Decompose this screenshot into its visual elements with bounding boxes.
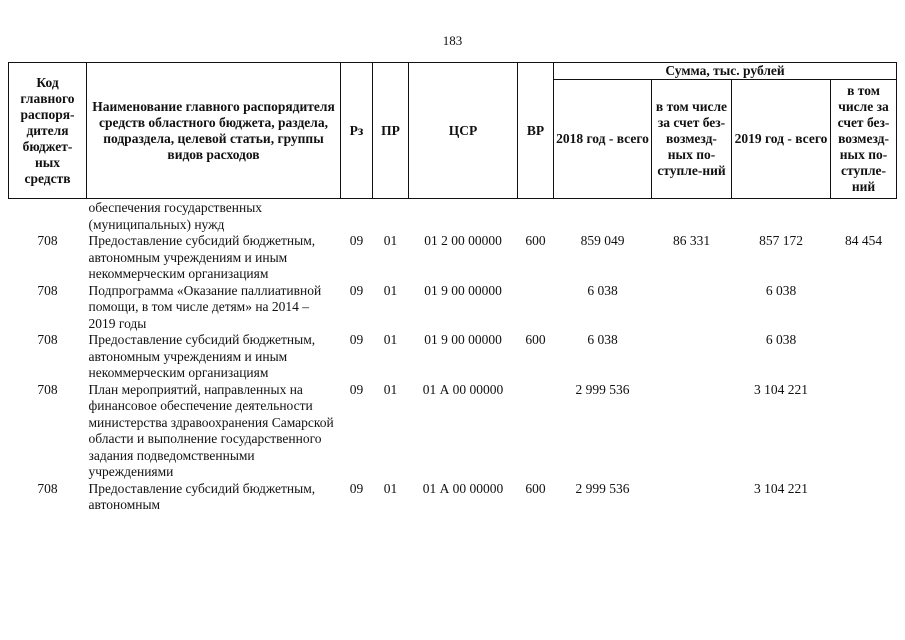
cell-pr: 01	[383, 381, 398, 397]
cell-vr	[518, 199, 554, 234]
cell-rz: 09	[349, 332, 364, 347]
cell-vr	[518, 382, 554, 481]
header-sum-2018-free: в том числе за счет без-возмезд-ных по-ступле-ний	[652, 80, 732, 199]
cell-sum-2018: 2 999 536	[575, 381, 630, 397]
cell-pr: 01	[383, 282, 398, 298]
cell-pr: 01	[383, 480, 398, 496]
cell-rz: 09	[349, 233, 364, 248]
cell-vr: 600	[525, 480, 546, 496]
cell-sum-2018: 859 049	[580, 233, 625, 248]
cell-code: 708	[37, 233, 58, 248]
cell-csr: 01 9 00 00000	[424, 282, 502, 298]
cell-pr	[373, 199, 409, 234]
cell-sum-2018: 6 038	[587, 282, 618, 298]
cell-sum-2019: 6 038	[765, 282, 797, 298]
cell-name: обеспечения государственных (муниципальных) нужд	[88, 200, 263, 232]
cell-name: План мероприятий, направленных на финансовое обеспечение деятельности министерства здравоохранения Самарской области и выполнение государственного задания подведомственными учреждениями	[88, 381, 334, 479]
cell-sum-2018-free	[652, 283, 732, 333]
table-body	[9, 199, 897, 514]
cell-csr: 01 А 00 00000	[422, 381, 504, 397]
cell-sum-2019: 3 104 221	[754, 381, 808, 397]
table-row	[9, 233, 897, 283]
cell-sum-2019-free	[831, 332, 897, 382]
header-sum-2018: 2018 год - всего	[554, 80, 652, 199]
cell-sum-2019: 857 172	[759, 233, 803, 248]
table-row	[9, 332, 897, 382]
table-header	[9, 63, 897, 199]
header-name: Наименование главного распорядителя средств областного бюджета, раздела, подраздела, целевой статьи, группы видов расходов	[87, 63, 341, 199]
cell-sum-2019-free: 84 454	[844, 233, 883, 248]
table-row	[9, 382, 897, 481]
page-number: 183	[442, 33, 463, 48]
cell-sum-2019: 6 038	[765, 332, 797, 347]
cell-sum-2018	[554, 199, 652, 234]
cell-sum-2019: 3 104 221	[754, 480, 808, 496]
table-row	[9, 283, 897, 333]
budget-table	[8, 62, 897, 514]
cell-sum-2019-free	[831, 283, 897, 333]
cell-rz	[341, 199, 373, 234]
cell-sum-2018-free	[652, 199, 732, 234]
cell-vr: 600	[525, 233, 546, 248]
header-csr: ЦСР	[409, 63, 518, 199]
cell-code: 708	[37, 332, 58, 347]
cell-sum-2018-free: 86 331	[672, 233, 711, 248]
header-code: Код главного распоря-дителя бюджет-ных средств	[9, 63, 87, 199]
cell-sum-2018: 2 999 536	[575, 480, 630, 496]
cell-sum-2018-free	[652, 332, 732, 382]
cell-sum-2019-free	[831, 382, 897, 481]
header-sum-2019-free: в том числе за счет без-возмезд-ных по-ступле-ний	[831, 80, 897, 199]
header-vr: ВР	[518, 63, 554, 199]
header-rz: Рз	[341, 63, 373, 199]
cell-code	[9, 199, 87, 234]
cell-vr: 600	[525, 332, 546, 347]
cell-code: 708	[37, 282, 58, 298]
cell-code: 708	[37, 381, 58, 397]
header-sum-2019: 2019 год - всего	[732, 80, 831, 199]
cell-pr: 01	[383, 233, 398, 248]
cell-sum-2019-free	[831, 199, 897, 234]
header-sum-group: Сумма, тыс. рублей	[554, 63, 897, 80]
cell-csr: 01 9 00 00000	[424, 332, 502, 347]
cell-sum-2018: 6 038	[587, 332, 618, 347]
cell-vr	[518, 283, 554, 333]
cell-sum-2019	[732, 199, 831, 234]
cell-sum-2018-free	[652, 382, 732, 481]
cell-csr: 01 А 00 00000	[422, 480, 504, 496]
cell-csr: 01 2 00 00000	[424, 233, 502, 248]
cell-name: Подпрограмма «Оказание паллиативной помощи, в том числе детям» на 2014 – 2019 годы	[88, 282, 322, 331]
table-row	[9, 481, 897, 514]
cell-rz: 09	[349, 282, 364, 298]
cell-sum-2019-free	[831, 481, 897, 514]
cell-name: Предоставление субсидий бюджетным, автономным учреждениям и иным некоммерческим организациям	[88, 233, 316, 281]
cell-pr: 01	[383, 332, 398, 347]
cell-rz: 09	[349, 381, 364, 397]
table-row	[9, 199, 897, 234]
header-pr: ПР	[373, 63, 409, 199]
cell-csr	[409, 199, 518, 234]
cell-name: Предоставление субсидий бюджетным, автономным учреждениям и иным некоммерческим организациям	[88, 332, 316, 380]
cell-rz: 09	[349, 480, 364, 496]
cell-sum-2018-free	[652, 481, 732, 514]
cell-name: Предоставление субсидий бюджетным, автономным	[88, 480, 316, 512]
cell-code: 708	[37, 480, 58, 496]
